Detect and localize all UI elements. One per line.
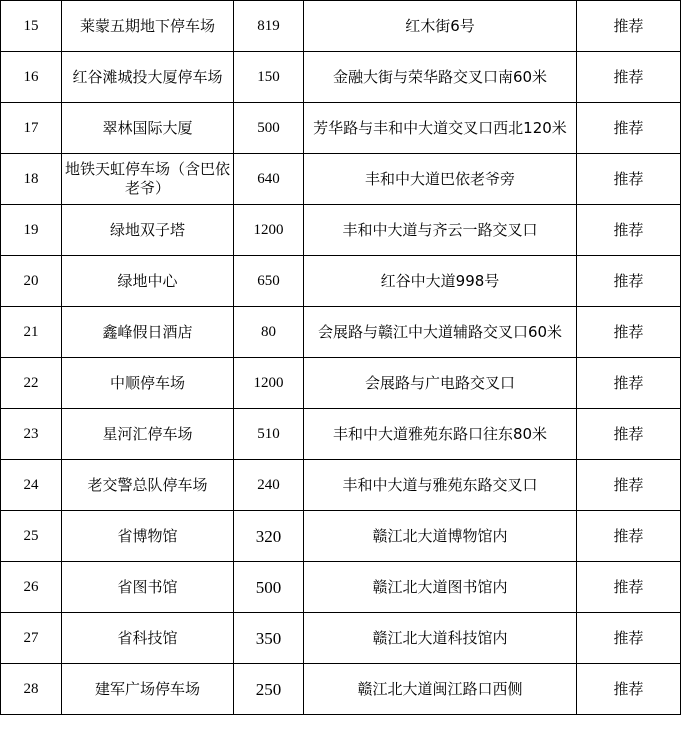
table-row (1, 409, 681, 460)
location-cell: 赣江北大道闽江路口西侧 (304, 664, 577, 715)
row-index-cell: 22 (1, 358, 62, 409)
status-cell: 推荐 (577, 103, 681, 154)
status-cell: 推荐 (577, 460, 681, 511)
status-cell: 推荐 (577, 511, 681, 562)
row-index-cell: 26 (1, 562, 62, 613)
location-cell: 会展路与广电路交叉口 (304, 358, 577, 409)
table-row (1, 358, 681, 409)
capacity-cell: 510 (234, 409, 304, 460)
table-row (1, 562, 681, 613)
parking-name-cell: 省图书馆 (62, 562, 234, 613)
table-row (1, 1, 681, 52)
row-index-cell: 21 (1, 307, 62, 358)
row-index-cell: 19 (1, 205, 62, 256)
parking-name-cell: 红谷滩城投大厦停车场 (62, 52, 234, 103)
location-cell: 赣江北大道科技馆内 (304, 613, 577, 664)
table-row (1, 307, 681, 358)
table-row (1, 103, 681, 154)
table-row (1, 664, 681, 715)
capacity-cell: 150 (234, 52, 304, 103)
location-cell: 会展路与赣江中大道辅路交叉口60米 (304, 307, 577, 358)
parking-name-cell: 建军广场停车场 (62, 664, 234, 715)
parking-name-cell: 省博物馆 (62, 511, 234, 562)
parking-name-cell: 老交警总队停车场 (62, 460, 234, 511)
capacity-cell: 500 (234, 103, 304, 154)
table-row (1, 52, 681, 103)
location-cell: 丰和中大道巴依老爷旁 (304, 154, 577, 205)
capacity-cell: 1200 (234, 205, 304, 256)
capacity-cell: 640 (234, 154, 304, 205)
parking-name-cell: 莱蒙五期地下停车场 (62, 1, 234, 52)
parking-name-cell: 星河汇停车场 (62, 409, 234, 460)
table-row (1, 256, 681, 307)
status-cell: 推荐 (577, 205, 681, 256)
table-row (1, 613, 681, 664)
location-cell: 丰和中大道与雅苑东路交叉口 (304, 460, 577, 511)
status-cell: 推荐 (577, 664, 681, 715)
parking-name-cell: 中顺停车场 (62, 358, 234, 409)
capacity-cell: 320 (234, 511, 304, 562)
parking-name-cell: 省科技馆 (62, 613, 234, 664)
status-cell: 推荐 (577, 562, 681, 613)
status-cell: 推荐 (577, 52, 681, 103)
parking-name-cell: 翠林国际大厦 (62, 103, 234, 154)
capacity-cell: 350 (234, 613, 304, 664)
parking-name-cell: 地铁天虹停车场（含巴依老爷） (62, 154, 234, 205)
parking-name-cell: 鑫峰假日酒店 (62, 307, 234, 358)
status-cell: 推荐 (577, 358, 681, 409)
location-cell: 赣江北大道博物馆内 (304, 511, 577, 562)
status-cell: 推荐 (577, 256, 681, 307)
parking-name-cell: 绿地中心 (62, 256, 234, 307)
row-index-cell: 27 (1, 613, 62, 664)
capacity-cell: 650 (234, 256, 304, 307)
row-index-cell: 20 (1, 256, 62, 307)
table-row (1, 154, 681, 205)
location-cell: 红谷中大道998号 (304, 256, 577, 307)
status-cell: 推荐 (577, 409, 681, 460)
row-index-cell: 16 (1, 52, 62, 103)
row-index-cell: 24 (1, 460, 62, 511)
capacity-cell: 500 (234, 562, 304, 613)
location-cell: 丰和中大道与齐云一路交叉口 (304, 205, 577, 256)
status-cell: 推荐 (577, 1, 681, 52)
status-cell: 推荐 (577, 613, 681, 664)
location-cell: 赣江北大道图书馆内 (304, 562, 577, 613)
capacity-cell: 1200 (234, 358, 304, 409)
location-cell: 芳华路与丰和中大道交叉口西北120米 (304, 103, 577, 154)
row-index-cell: 28 (1, 664, 62, 715)
table-row (1, 205, 681, 256)
parking-name-cell: 绿地双子塔 (62, 205, 234, 256)
capacity-cell: 80 (234, 307, 304, 358)
row-index-cell: 23 (1, 409, 62, 460)
parking-table-body (1, 1, 681, 715)
location-cell: 金融大街与荣华路交叉口南60米 (304, 52, 577, 103)
row-index-cell: 18 (1, 154, 62, 205)
row-index-cell: 15 (1, 1, 62, 52)
status-cell: 推荐 (577, 307, 681, 358)
row-index-cell: 17 (1, 103, 62, 154)
location-cell: 丰和中大道雅苑东路口往东80米 (304, 409, 577, 460)
location-cell: 红木街6号 (304, 1, 577, 52)
row-index-cell: 25 (1, 511, 62, 562)
capacity-cell: 250 (234, 664, 304, 715)
capacity-cell: 240 (234, 460, 304, 511)
status-cell: 推荐 (577, 154, 681, 205)
capacity-cell: 819 (234, 1, 304, 52)
table-row (1, 460, 681, 511)
table-row (1, 511, 681, 562)
